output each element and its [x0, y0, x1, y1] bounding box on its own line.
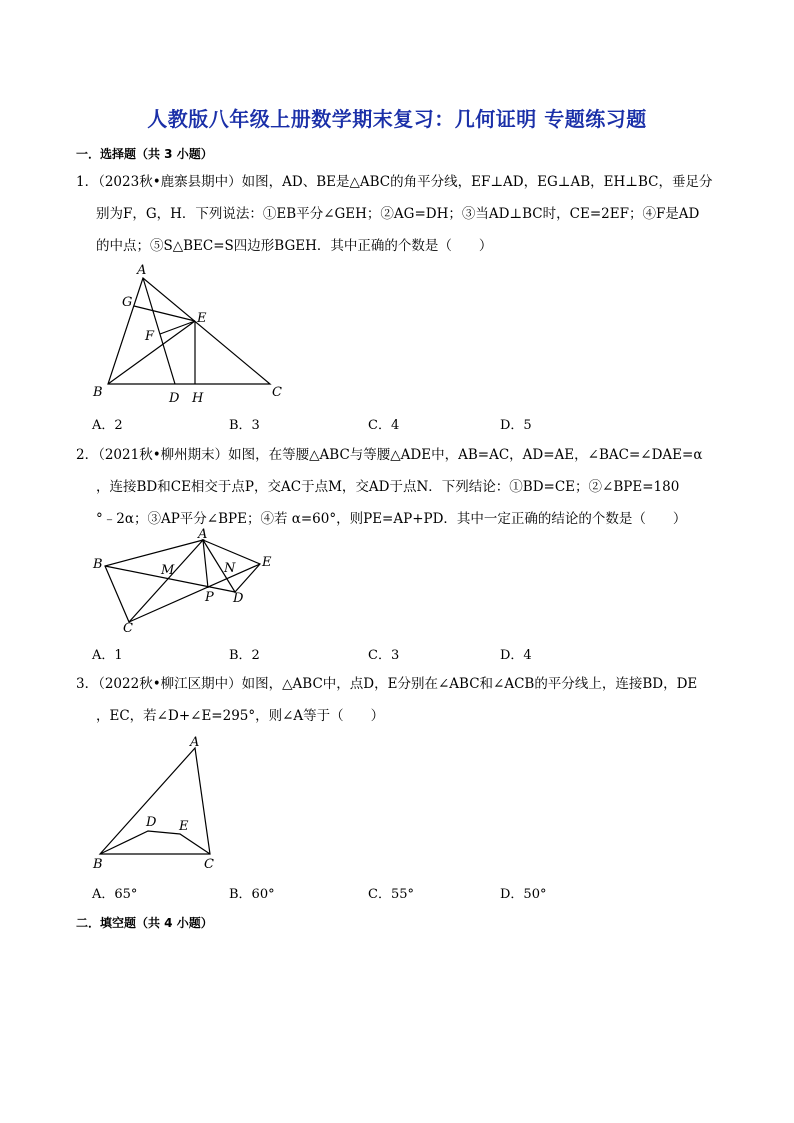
q3-option-b: B．60°: [229, 887, 275, 902]
q1-triangle-abc: [108, 278, 270, 384]
q1-label-d: D: [169, 391, 180, 406]
q1-option-d: D．5: [500, 418, 532, 433]
q2-option-a: A．1: [92, 648, 123, 663]
q2-label-d: D: [233, 591, 244, 606]
q1-option-b: B．3: [229, 418, 260, 433]
q3-path-bdec: [100, 831, 210, 854]
q2-triangle-abc: [105, 540, 203, 622]
q1-option-c: C．4: [368, 418, 400, 433]
page-title: 人教版八年级上册数学期末复习：几何证明 专题练习题: [147, 107, 647, 131]
q2-option-c: C．3: [368, 648, 400, 663]
q2-label-b: B: [93, 557, 103, 572]
q3-label-b: B: [93, 857, 103, 872]
q2-option-d: D．4: [500, 648, 532, 663]
q1-label-f: F: [145, 329, 155, 344]
q1-label-e: E: [197, 311, 207, 326]
q3-label-d: D: [146, 815, 157, 830]
q3-label-e: E: [179, 819, 189, 834]
q3-option-c: C．55°: [368, 887, 414, 902]
q3-option-d: D．50°: [500, 887, 547, 902]
q2-text-line2: ，连接BD和CE相交于点P，交AC于点M，交AD于点N．下列结论：①BD=CE；②∠BPE=180: [96, 479, 680, 495]
q2-label-n: N: [224, 561, 236, 576]
q1-label-h: H: [192, 391, 204, 406]
section-heading-choice: 一．选择题（共 3 小题）: [76, 147, 213, 161]
q3-text-line1: 3．（2022秋•柳江区期中）如图，△ABC中，点D，E分别在∠ABC和∠ACB的平分线上，连接BD，DE: [76, 676, 698, 692]
q1-label-g: G: [122, 295, 133, 310]
q3-triangle-figure: [88, 730, 228, 875]
q1-label-a: A: [137, 263, 147, 278]
q2-label-p: P: [205, 590, 214, 605]
q3-option-a: A．65°: [92, 887, 138, 902]
q1-text-line2: 别为F，G，H．下列说法：①EB平分∠GEH；②AG=DH；③当AD⊥BC时，CE=2EF；④F是AD: [96, 206, 700, 222]
q1-label-c: C: [272, 385, 282, 400]
q1-text-line3: 的中点；⑤S△BEC=S四边形BGEH．其中正确的个数是（ ）: [96, 238, 493, 254]
q2-text-line3: °﹣2α；③AP平分∠BPE；④若 α=60°，则PE=AP+PD．其中一定正确的结论的个数是（ ）: [96, 511, 687, 527]
q2-label-e: E: [262, 555, 272, 570]
q2-text-line1: 2．（2021秋•柳州期末）如图，在等腰△ABC与等腰△ADE中，AB=AC，AD=AE，∠BAC=∠DAE=α: [76, 447, 703, 463]
q1-option-a: A．2: [92, 418, 123, 433]
q1-triangle-figure: [85, 258, 305, 408]
section-heading-fill-in: 二．填空题（共 4 小题）: [76, 916, 213, 930]
q3-label-a: A: [190, 735, 200, 750]
q1-label-b: B: [93, 385, 103, 400]
q2-label-m: M: [161, 563, 175, 578]
q1-segment-ef: [160, 321, 195, 334]
q3-text-line2: ，EC，若∠D+∠E=295°，则∠A等于（ ）: [96, 708, 385, 724]
q2-triangles-figure: [85, 528, 285, 638]
q2-option-b: B．2: [229, 648, 260, 663]
q2-label-c: C: [123, 621, 133, 636]
q1-text-line1: 1．（2023秋•鹿寨县期中）如图，AD、BE是△ABC的角平分线，EF⊥AD，EG⊥AB，EH⊥BC，垂足分: [76, 174, 713, 190]
q3-triangle-abc: [100, 748, 210, 854]
q3-label-c: C: [204, 857, 214, 872]
q2-label-a: A: [198, 527, 208, 542]
